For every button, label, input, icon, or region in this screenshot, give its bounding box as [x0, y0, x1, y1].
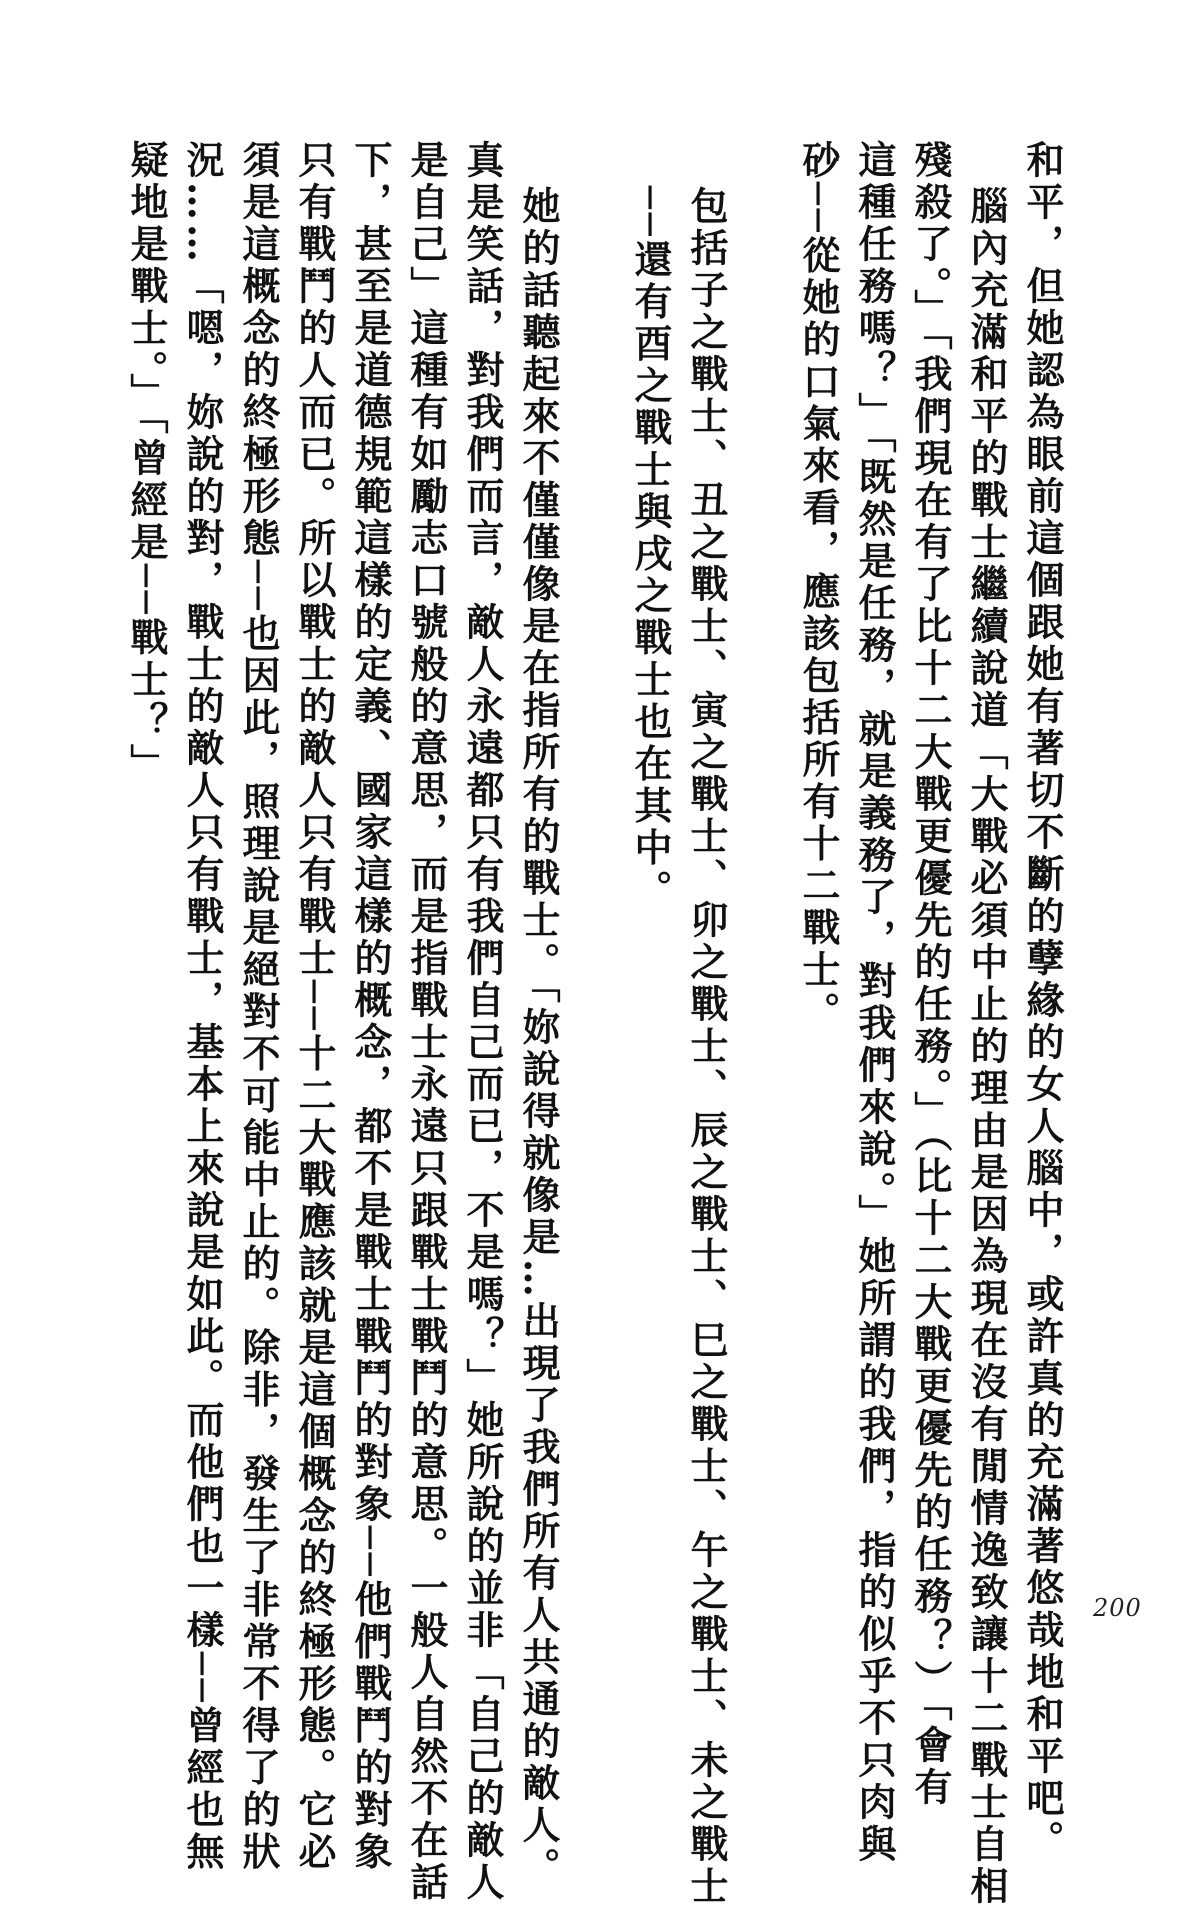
text-column-5: 砂──從她的口氣來看，應該包括所有十二戰士。 — [796, 140, 841, 1034]
text-column-2: 腦內充滿和平的戰士繼續說道「大戰必須中止的理由是因為現在沒有閒情逸致讓十二戰士自相 — [964, 186, 1009, 1908]
text-column-8: 她的話聽起來不僅僅像是在指所有的戰士。「妳說得就像是…出現了我們所有人共通的敵人。 — [516, 186, 561, 1889]
text-column-11: 下，甚至是道德規範這樣的定義、國家這樣的概念，都不是戰士戰鬥的對象──他們戰鬥的對象 — [348, 140, 393, 1874]
text-column-15: 疑地是戰士。」「曾經是──戰士？」 — [124, 140, 169, 786]
text-column-4: 這種任務嗎？」「既然是任務，就是義務了，對我們來說。」她所謂的我們，指的似乎不只肉與 — [852, 140, 897, 1866]
text-column-3: 殘殺了。」「我們現在有了比十二大戰更優先的任務。」（比十二大戰更優先的任務？）「會有 — [908, 140, 953, 1809]
text-column-9: 真是笑話，對我們而言，敵人永遠都只有我們自己而已，不是嗎？」她所說的並非「自己的敵人 — [460, 140, 505, 1904]
paragraph-gap — [734, 140, 790, 1560]
text-column-1: 和平，但她認為眼前這個跟她有著切不斷的孽緣的女人腦中，或許真的充滿著悠哉地和平吧。 — [1020, 140, 1065, 1862]
text-column-10: 是自己」這種有如勵志口號般的意思，而是指戰士永遠只跟戰士戰鬥的意思。一般人自然不在話 — [404, 140, 449, 1904]
text-column-13: 須是這概念的終極形態──也因此，照理說是絕對不可能中止的。除非，發生了非常不得了的狀 — [236, 140, 281, 1874]
text-column-12: 只有戰鬥的人而已。所以戰士的敵人只有戰士──十二大戰應該就是這個概念的終極形態。它必 — [292, 140, 337, 1874]
paragraph-gap — [566, 140, 622, 1560]
text-column-14: 況……「嗯，妳說的對，戰士的敵人只有戰士，基本上來說是如此。而他們也一樣──曾經也無 — [180, 140, 225, 1874]
text-column-6: 包括子之戰士、丑之戰士、寅之戰士、卯之戰士、辰之戰士、巳之戰士、午之戰士、未之戰士 — [684, 186, 729, 1908]
text-column-7: ──還有酉之戰士與戌之戰士也在其中。 — [628, 186, 673, 912]
vertical-text-body — [118, 140, 1070, 1908]
page-number: 200 — [1093, 1594, 1142, 1622]
